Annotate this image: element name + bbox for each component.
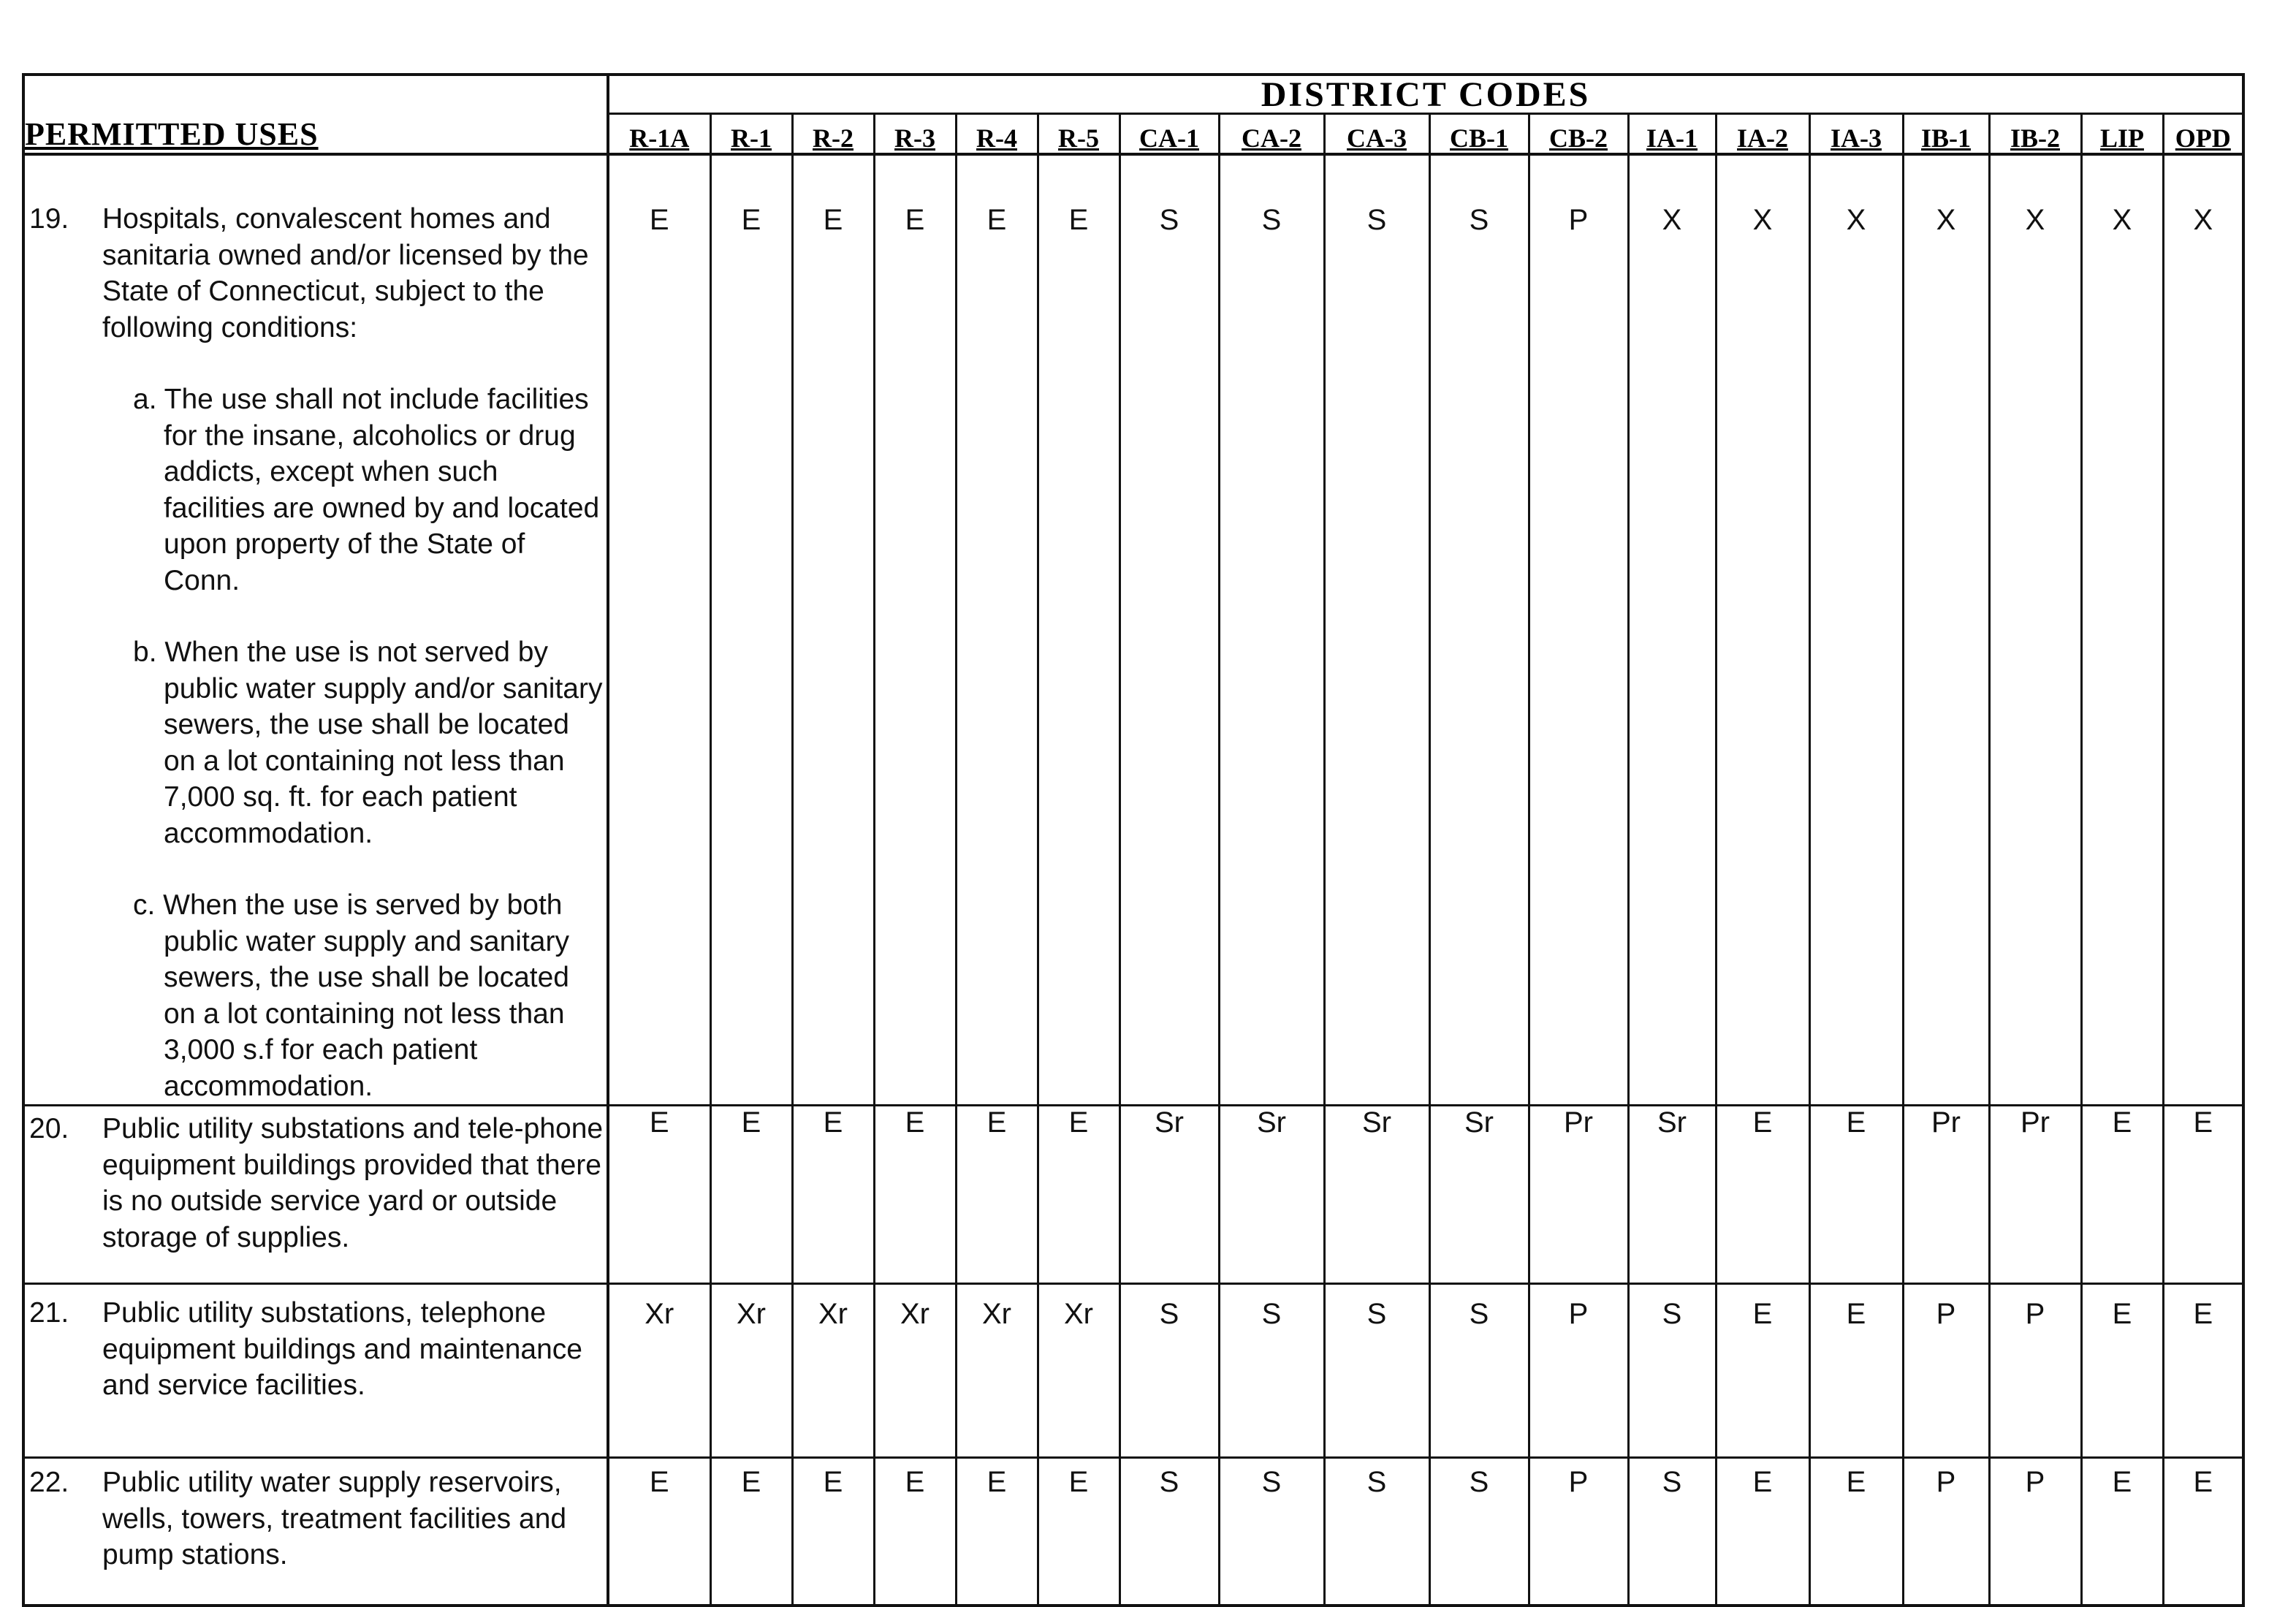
district-code: CA-2 bbox=[1219, 114, 1324, 155]
table-cell: Xr bbox=[608, 1284, 710, 1458]
district-code: LIP bbox=[2081, 114, 2163, 155]
table-cell: E bbox=[1038, 1458, 1120, 1606]
table-cell: S bbox=[1120, 1284, 1219, 1458]
table-cell: E bbox=[874, 1458, 956, 1606]
permitted-uses-table bbox=[22, 73, 2245, 1607]
use-text: Public utility substations and tele-phone equipment buildings provided that there is no outside service yard or outside storage of supplies. bbox=[102, 1113, 604, 1253]
district-code: R-4 bbox=[956, 114, 1038, 155]
district-code: CB-1 bbox=[1429, 114, 1529, 155]
table-cell: E bbox=[710, 154, 792, 1106]
table-cell: E bbox=[1716, 1106, 1809, 1284]
table-cell: P bbox=[1529, 1458, 1628, 1606]
district-code: R-5 bbox=[1038, 114, 1120, 155]
district-code: R-3 bbox=[874, 114, 956, 155]
table-cell: X bbox=[2081, 154, 2163, 1106]
use-number: 20. bbox=[29, 1113, 69, 1144]
table-cell: X bbox=[1989, 154, 2081, 1106]
use-condition: c. When the use is served by both public water supply and sanitary sewers, the use shall be located on a lot containing not less than 3,000 s.f for each patient accommodation. bbox=[133, 889, 569, 1102]
table-cell: X bbox=[1903, 154, 1989, 1106]
table-cell: X bbox=[1628, 154, 1716, 1106]
table-cell: Pr bbox=[1903, 1106, 1989, 1284]
table-cell: E bbox=[792, 1106, 874, 1284]
table-cell: E bbox=[2081, 1284, 2163, 1458]
use-description bbox=[23, 154, 608, 1106]
table-cell: P bbox=[1989, 1284, 2081, 1458]
district-code: CB-2 bbox=[1529, 114, 1628, 155]
table-cell: E bbox=[710, 1458, 792, 1606]
table-cell: E bbox=[710, 1106, 792, 1284]
table-row bbox=[23, 1106, 2243, 1284]
table-cell: Sr bbox=[1324, 1106, 1429, 1284]
table-cell: E bbox=[1809, 1106, 1903, 1284]
use-condition: a. The use shall not include facilities for the insane, alcoholics or drug addicts, except when such facilities are owned by and located upon property of the State of Conn. bbox=[133, 384, 600, 596]
table-cell: E bbox=[2081, 1106, 2163, 1284]
table-cell: Xr bbox=[1038, 1284, 1120, 1458]
table-cell: E bbox=[608, 1106, 710, 1284]
table-cell: Sr bbox=[1219, 1106, 1324, 1284]
table-row bbox=[23, 154, 2243, 1106]
table-cell: E bbox=[1809, 1284, 1903, 1458]
table-cell: S bbox=[1429, 1284, 1529, 1458]
table-cell: Pr bbox=[1529, 1106, 1628, 1284]
table-cell: S bbox=[1219, 1284, 1324, 1458]
table-cell: Sr bbox=[1628, 1106, 1716, 1284]
table-cell: E bbox=[1716, 1284, 1809, 1458]
district-code: CA-1 bbox=[1120, 114, 1219, 155]
table-cell: S bbox=[1120, 1458, 1219, 1606]
table-cell: Sr bbox=[1120, 1106, 1219, 1284]
use-number: 21. bbox=[29, 1297, 69, 1329]
district-code: IA-1 bbox=[1628, 114, 1716, 155]
table-cell: Xr bbox=[956, 1284, 1038, 1458]
table-cell: S bbox=[1324, 154, 1429, 1106]
table-cell: P bbox=[1529, 154, 1628, 1106]
table-cell: S bbox=[1429, 1458, 1529, 1606]
table-cell: P bbox=[1529, 1284, 1628, 1458]
district-code: OPD bbox=[2163, 114, 2243, 155]
table-cell: E bbox=[2163, 1106, 2243, 1284]
table-cell: Pr bbox=[1989, 1106, 2081, 1284]
table-cell: E bbox=[1038, 154, 1120, 1106]
use-description bbox=[23, 1458, 608, 1606]
district-code: R-1A bbox=[608, 114, 710, 155]
use-text: Public utility water supply reservoirs, wells, towers, treatment facilities and pump stations. bbox=[102, 1467, 567, 1570]
table-cell: S bbox=[1628, 1458, 1716, 1606]
table-cell: S bbox=[1120, 154, 1219, 1106]
use-condition: b. When the use is not served by public water supply and/or sanitary sewers, the use shall be located on a lot containing not less than 7,000 sq. ft. for each patient accommodation. bbox=[133, 637, 603, 849]
table-cell: S bbox=[1219, 154, 1324, 1106]
table-cell: E bbox=[2163, 1284, 2243, 1458]
use-number: 19. bbox=[29, 203, 69, 235]
table-cell: E bbox=[608, 1458, 710, 1606]
district-code: IA-2 bbox=[1716, 114, 1809, 155]
table-cell: E bbox=[2081, 1458, 2163, 1606]
table-cell: E bbox=[792, 154, 874, 1106]
use-text: Hospitals, convalescent homes and sanitaria owned and/or licensed by the State of Connecticut, subject to the following conditions: bbox=[102, 203, 589, 343]
district-code: R-1 bbox=[710, 114, 792, 155]
table-cell: E bbox=[874, 1106, 956, 1284]
table-cell: X bbox=[1809, 154, 1903, 1106]
table-cell: S bbox=[1324, 1458, 1429, 1606]
table-cell: P bbox=[1903, 1458, 1989, 1606]
cut-off-heading bbox=[965, 47, 1725, 76]
table-cell: P bbox=[1903, 1284, 1989, 1458]
district-code: CA-3 bbox=[1324, 114, 1429, 155]
table-cell: X bbox=[2163, 154, 2243, 1106]
table-cell: E bbox=[608, 154, 710, 1106]
table-cell: E bbox=[956, 1106, 1038, 1284]
table-cell: E bbox=[956, 154, 1038, 1106]
table-cell: E bbox=[792, 1458, 874, 1606]
district-codes-heading: DISTRICT CODES bbox=[608, 75, 2243, 114]
district-code: IB-1 bbox=[1903, 114, 1989, 155]
table-cell: X bbox=[1716, 154, 1809, 1106]
use-description bbox=[23, 1284, 608, 1458]
table-row bbox=[23, 1458, 2243, 1606]
table-cell: E bbox=[1809, 1458, 1903, 1606]
table-cell: S bbox=[1628, 1284, 1716, 1458]
permitted-uses-heading: PERMITTED USES bbox=[23, 75, 608, 154]
use-number: 22. bbox=[29, 1467, 69, 1498]
table-cell: P bbox=[1989, 1458, 2081, 1606]
table-cell: Xr bbox=[874, 1284, 956, 1458]
table-cell: Xr bbox=[710, 1284, 792, 1458]
table-cell: S bbox=[1219, 1458, 1324, 1606]
table-cell: E bbox=[1038, 1106, 1120, 1284]
table-cell: Xr bbox=[792, 1284, 874, 1458]
table-row bbox=[23, 1284, 2243, 1458]
table-cell: Sr bbox=[1429, 1106, 1529, 1284]
district-code: IB-2 bbox=[1989, 114, 2081, 155]
table-cell: E bbox=[1716, 1458, 1809, 1606]
use-description bbox=[23, 1106, 608, 1284]
use-text: Public utility substations, telephone equipment buildings and maintenance and service facilities. bbox=[102, 1297, 582, 1401]
table-cell: S bbox=[1324, 1284, 1429, 1458]
table-cell: S bbox=[1429, 154, 1529, 1106]
table-cell: E bbox=[956, 1458, 1038, 1606]
district-code: R-2 bbox=[792, 114, 874, 155]
district-code: IA-3 bbox=[1809, 114, 1903, 155]
table-cell: E bbox=[2163, 1458, 2243, 1606]
table-cell: E bbox=[874, 154, 956, 1106]
